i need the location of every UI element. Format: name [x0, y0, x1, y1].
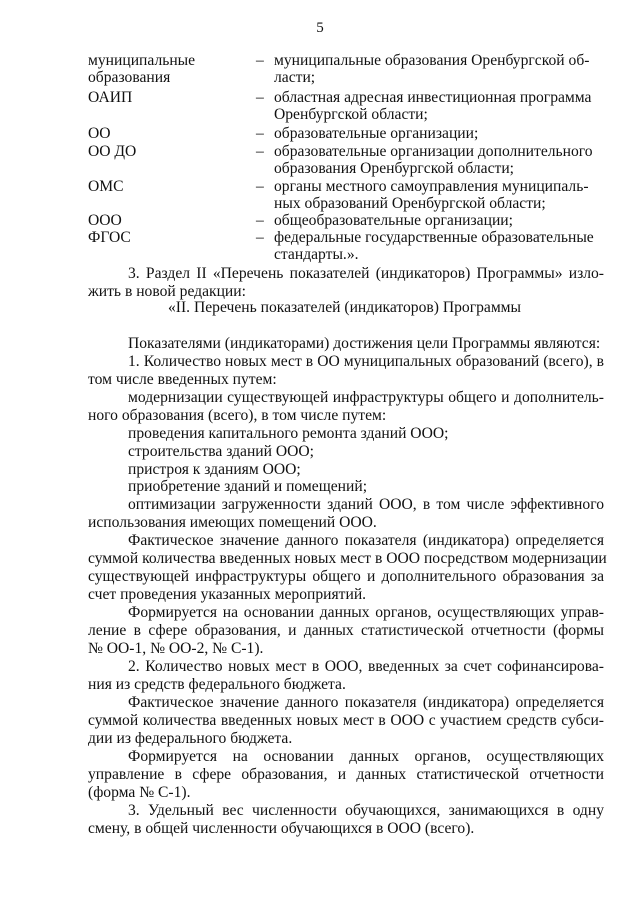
glossary-dash: – — [256, 143, 264, 160]
glossary-term — [88, 212, 258, 229]
glossary-definition-line: муниципальные образования Оренбургской об- — [274, 52, 590, 69]
body-line: жить в новой редакции: — [88, 283, 246, 300]
body-line: смену, в общей численности обучающихся в ООО (всего). — [88, 820, 475, 837]
body-line: ного образования (всего), в том числе путем: — [88, 407, 387, 424]
body-line: дии из федерального бюджета. — [88, 730, 293, 747]
glossary-definition — [274, 212, 604, 229]
glossary-definition-line: ных образований Оренбургской области; — [274, 195, 546, 212]
glossary-dash: – — [256, 229, 264, 246]
body-line: ление в сфере образования, и данных статистической отчетности (формы — [88, 622, 604, 639]
glossary-definition — [274, 178, 604, 212]
glossary-definition-line: федеральные государственные образовательные — [274, 229, 594, 246]
list-item: пристроя к зданиям ООО; — [128, 461, 301, 478]
glossary-definition-line: Оренбургской области; — [274, 106, 428, 123]
body-line: суммой количества введенных новых мест в ООО посредством модернизации — [88, 550, 607, 567]
glossary-term — [88, 89, 258, 106]
body-line: том числе введенных путем: — [88, 371, 277, 388]
body-line: Фактическое значение данного показателя (индикатора) определяется — [128, 532, 604, 549]
glossary-dash: – — [256, 212, 264, 229]
body-line: (форма № С-1). — [88, 784, 191, 801]
glossary-term — [88, 52, 258, 86]
glossary-dash: – — [256, 89, 264, 106]
body-line: Формируется на основании данных органов, осуществляющих — [128, 748, 604, 765]
list-item: проведения капитального ремонта зданий ООО; — [128, 425, 449, 442]
glossary-term — [88, 178, 258, 195]
glossary-definition-line: ласти; — [274, 69, 316, 86]
body-line: 2. Количество новых мест в ООО, введенных за счет софинансирова- — [128, 658, 604, 675]
body-line: суммой количества введенных новых мест в ООО с участием средств субси- — [88, 712, 604, 729]
body-line: управление в сфере образования, и данных статистической отчетности — [88, 766, 604, 783]
body-line: № ОО-1, № ОО-2, № С-1). — [88, 640, 264, 657]
glossary-term-line: муниципальные — [88, 52, 196, 69]
glossary-term-line: образования — [88, 69, 171, 86]
glossary-term — [88, 229, 258, 246]
glossary-term-line: ОО ДО — [88, 143, 137, 160]
body-line: 3. Раздел II «Перечень показателей (индикаторов) Программы» изло- — [128, 265, 604, 282]
glossary-term — [88, 143, 258, 160]
glossary-definition-line: стандарты.». — [274, 246, 359, 263]
body-line: использования имеющих помещений ООО. — [88, 514, 377, 531]
body-line: 1. Количество новых мест в ОО муниципальных образований (всего), в — [128, 353, 604, 370]
glossary-definition-line: образовательные организации дополнительного — [274, 143, 593, 160]
body-line: модернизации существующей инфраструктуры общего и дополнитель- — [128, 389, 604, 406]
glossary-term — [88, 125, 258, 142]
page-number: 5 — [316, 20, 324, 36]
glossary-definition — [274, 125, 604, 142]
body-line: Показателями (индикаторами) достижения цели Программы являются: — [128, 335, 601, 352]
list-item: строительства зданий ООО; — [128, 443, 314, 460]
list-item: приобретение зданий и помещений; — [128, 478, 368, 495]
body-line: Фактическое значение данного показателя (индикатора) определяется — [128, 694, 604, 711]
glossary-definition-line: образовательные организации; — [274, 125, 479, 142]
glossary-definition-line: органы местного самоуправления муниципаль- — [274, 178, 589, 195]
glossary-term-line: ОМС — [88, 178, 124, 195]
glossary-dash: – — [256, 178, 264, 195]
glossary-term-line: ФГОС — [88, 229, 131, 246]
section-heading: «II. Перечень показателей (индикаторов) Программы — [168, 299, 522, 316]
glossary-definition — [274, 229, 604, 263]
glossary-dash: – — [256, 52, 264, 69]
list-item: оптимизации загруженности зданий ООО, в том числе эффективного — [128, 496, 604, 513]
body-line: ния из средств федерального бюджета. — [88, 676, 346, 693]
glossary-term-line: ООО — [88, 212, 122, 229]
glossary-definition — [274, 89, 604, 123]
glossary-definition — [274, 52, 604, 86]
glossary-definition-line: областная адресная инвестиционная программа — [274, 89, 592, 106]
glossary-term-line: ОАИП — [88, 89, 133, 106]
glossary-definition — [274, 143, 604, 177]
body-line: счет проведения указанных мероприятий. — [88, 586, 367, 603]
glossary-term-line: ОО — [88, 125, 111, 142]
glossary-definition-line: образования Оренбургской области; — [274, 160, 515, 177]
body-line: 3. Удельный вес численности обучающихся, занимающихся в одну — [128, 802, 604, 819]
body-line: существующей инфраструктуры общего и дополнительного образования за — [88, 568, 604, 585]
body-line: Формируется на основании данных органов, осуществляющих управ- — [128, 604, 604, 621]
glossary-definition-line: общеобразовательные организации; — [274, 212, 513, 229]
glossary-dash: – — [256, 125, 264, 142]
